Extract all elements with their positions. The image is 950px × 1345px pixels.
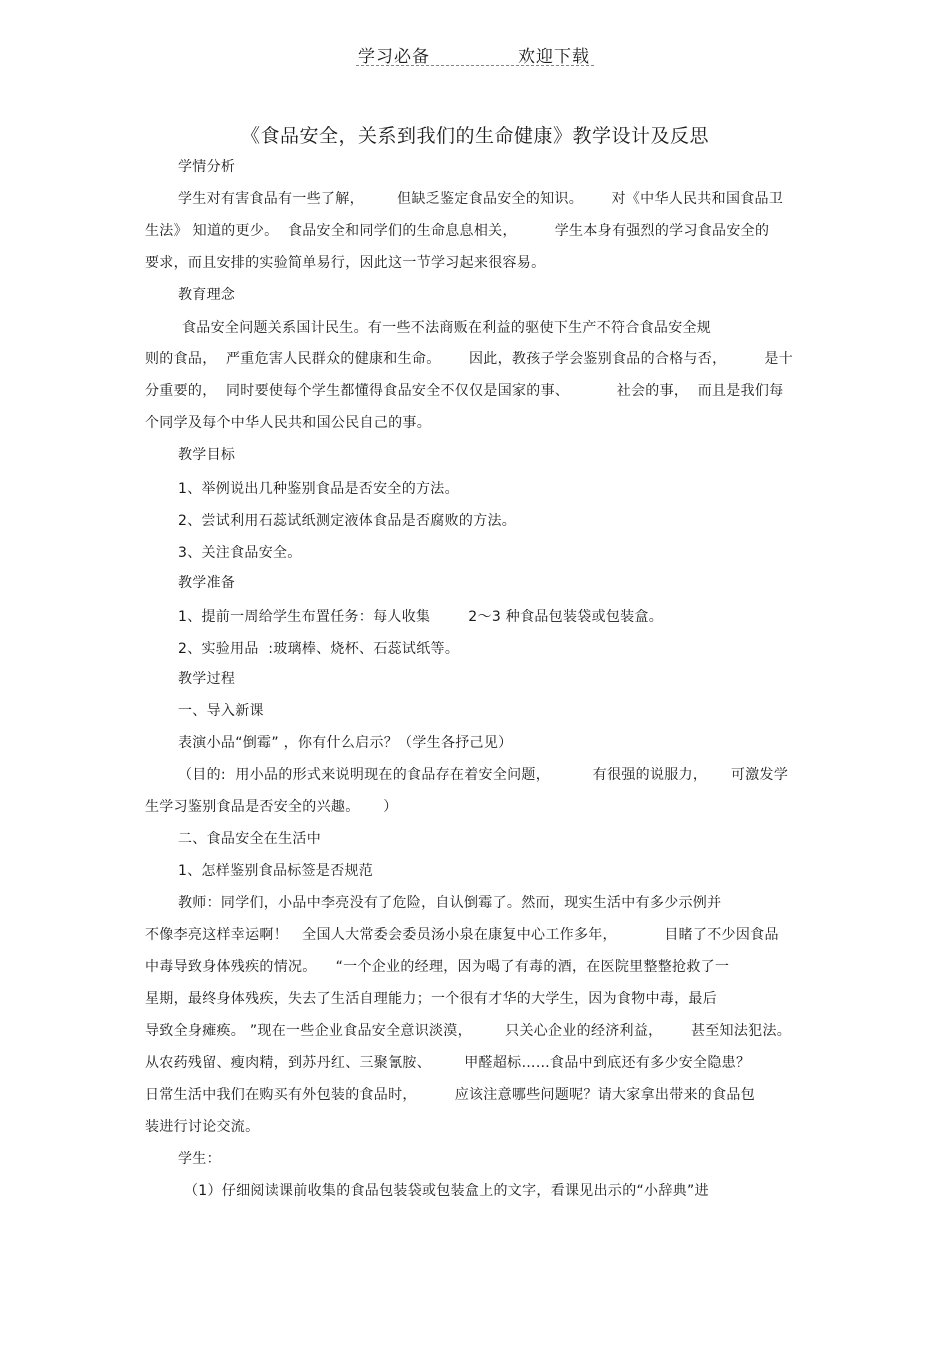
text-line: 日常生活中我们在购买有外包装的食品时， 应该注意哪些问题呢？请大家拿出带来的食品包 bbox=[145, 1087, 755, 1103]
text-line: 中毒导致身体残疾的情况。 “一个企业的经理，因为喝了有毒的酒，在医院里整整抢救了一 bbox=[145, 959, 730, 975]
text-line: 生法》 知道的更少。 食品安全和同学们的生命息息相关， 学生本身有强烈的学习食品安全的 bbox=[145, 223, 770, 239]
text-line: 1、怎样鉴别食品标签是否规范 bbox=[178, 863, 374, 879]
text-line: 学生对有害食品有一些了解， 但缺乏鉴定食品安全的知识。 对《中华人民共和国食品卫 bbox=[178, 191, 784, 207]
text-line: 学生： bbox=[178, 1151, 221, 1167]
text-line: 2、尝试利用石蕊试纸测定液体食品是否腐败的方法。 bbox=[178, 513, 517, 529]
text-line: 个同学及每个中华人民共和国公民自己的事。 bbox=[145, 415, 431, 431]
text-line: 星期，最终身体残疾，失去了生活自理能力；一个很有才华的大学生，因为食物中毒，最后 bbox=[145, 991, 717, 1007]
text-line: 分重要的， 同时要使每个学生都懂得食品安全不仅仅是国家的事、 社会的事， 而且是我们每 bbox=[145, 383, 784, 399]
text-line: 表演小品“倒霉” ，你有什么启示？（学生各抒己见） bbox=[178, 735, 513, 751]
text-line: 装进行讨论交流。 bbox=[145, 1119, 260, 1135]
text-line: 教学过程 bbox=[178, 671, 236, 687]
text-line: 2、实验用品 :玻璃棒、烧杯、石蕊试纸等。 bbox=[178, 641, 460, 657]
text-line: 二、食品安全在生活中 bbox=[178, 831, 321, 847]
text-line: 导致全身瘫痪。 ”现在一些企业食品安全意识淡漠， 只关心企业的经济利益， 甚至知法犯法。 bbox=[145, 1023, 792, 1039]
document-title: 《食品安全，关系到我们的生命健康》教学设计及反思 bbox=[240, 125, 709, 147]
header-left-text: 学习必备 bbox=[358, 47, 430, 67]
text-line: 生学习鉴别食品是否安全的兴趣。 ） bbox=[145, 799, 398, 815]
text-line: 不像李亮这样幸运啊！ 全国人大常委会委员汤小泉在康复中心工作多年， 目睹了不少因食品 bbox=[145, 927, 779, 943]
text-line: 教育理念 bbox=[178, 287, 236, 303]
text-line: 1、提前一周给学生布置任务：每人收集 2～3 种食品包装袋或包装盒。 bbox=[178, 609, 664, 625]
text-line: 一、导入新课 bbox=[178, 703, 264, 719]
page-header bbox=[356, 40, 594, 66]
text-line: 教学目标 bbox=[178, 447, 236, 463]
text-line: 学情分析 bbox=[178, 159, 236, 175]
text-line: 1、举例说出几种鉴别食品是否安全的方法。 bbox=[178, 481, 459, 497]
header-right-text: 欢迎下载 bbox=[518, 47, 590, 67]
text-line: 从农药残留、瘦肉精，到苏丹红、三聚氰胺、 甲醛超标……食品中到底还有多少安全隐患？ bbox=[145, 1055, 751, 1071]
text-line: 教师：同学们，小品中李亮没有了危险，自认倒霉了。然而，现实生活中有多少示例并 bbox=[178, 895, 722, 911]
text-line: 3、关注食品安全。 bbox=[178, 545, 302, 561]
text-line: （1）仔细阅读课前收集的食品包装袋或包装盒上的文字，看课见出示的“小辞典”进 bbox=[184, 1183, 709, 1199]
text-line: 教学准备 bbox=[178, 575, 236, 591]
text-line: 要求，而且安排的实验简单易行，因此这一节学习起来很容易。 bbox=[145, 255, 546, 271]
text-line: （目的: 用小品的形式来说明现在的食品存在着安全问题， 有很强的说服力， 可激发学 bbox=[178, 767, 789, 783]
text-line: 则的食品， 严重危害人民群众的健康和生命。 因此，教孩子学会鉴别食品的合格与否， 是十 bbox=[145, 351, 793, 367]
text-line: 食品安全问题关系国计民生。有一些不法商贩在利益的驱使下生产不符合食品安全规 bbox=[182, 320, 712, 336]
